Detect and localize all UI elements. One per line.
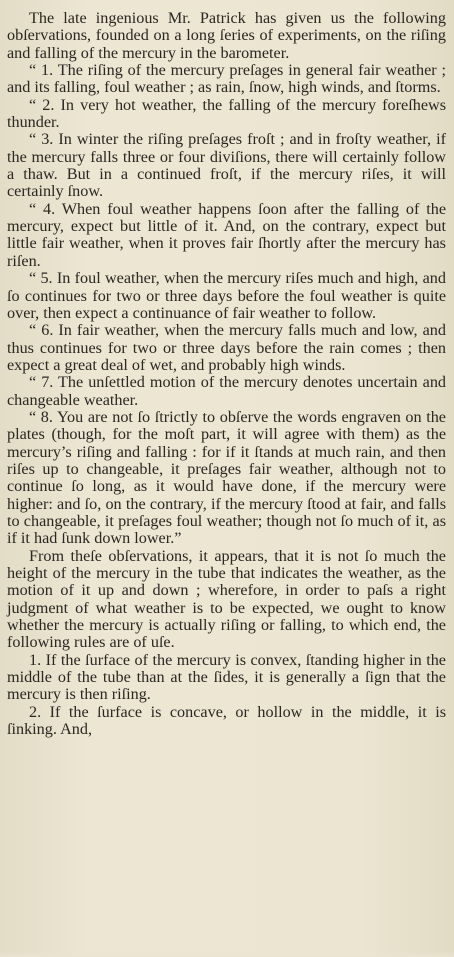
article-text [7,10,446,738]
paragraph-observation-1: “ 1. The riſing of the mercury preſages in general fair weather ; and its falling, foul weather ; as rain, ſnow, high winds, and ſtorms. [7,61,446,97]
paragraph-rule-2: 2. If the ſurface is concave, or hollow in the middle, it is ſinking. And, [7,702,446,739]
paragraph-observation-2: “ 2. In very hot weather, the falling of the mercury foreſhews thunder. [7,95,446,132]
paragraph-observation-6: “ 6. In fair weather, when the mercury falls much and low, and thus continues for two or three days before the rain comes ; then expect a great deal of wet, and probably high winds. [7,321,446,374]
paragraph-observation-5: “ 5. In foul weather, when the mercury riſes much and high, and ſo continues for two or three days before the foul weather is quite over, then expect a continuance of fair weather to follow. [7,269,446,322]
paragraph-rule-1: 1. If the ſurface of the mercury is convex, ſtanding higher in the middle of the tube than at the ſides, it is generally a ſign that the mercury is then riſing. [7,650,446,704]
paragraph-observation-8: “ 8. You are not ſo ſtrictly to obſerve the words engraven on the plates (though, for the moſt part, it will agree with them) as the mercury’s riſing and falling : for if it ſtands at much rain, and then riſes up to changeable, it preſages fair weather, although not to continue ſo long, as it would have done, if the mercury were higher: and ſo, on the contrary, if the mercury ſtood at fair, and falls to changeable, it preſages foul weather; though not ſo much of it, as if it had ſunk down lower.” [7,407,446,548]
paragraph-observation-7: “ 7. The unſettled motion of the mercury denotes uncertain and changeable weather. [7,373,446,409]
paragraph-observation-4: “ 4. When foul weather happens ſoon after the falling of the mercury, expect but little of it. And, on the contrary, expect but little fair weather, when it proves fair ſhortly after the mercury has riſen. [7,199,446,270]
paragraph-observation-3: “ 3. In winter the riſing preſages froſt ; and in froſty weather, if the mercury falls three or four diviſions, there will certainly follow a thaw. But in a continued froſt, if the mercury riſes, it will certainly ſnow. [7,130,446,201]
paragraph-intro: The late ingenious Mr. Patrick has given us the following obſervations, founded on a long ſeries of experiments, on the riſing and falling of the mercury in the barometer. [7,9,446,62]
paragraph-conclusion: From theſe obſervations, it appears, that it is not ſo much the height of the mercury in the tube that indicates the weather, as the motion of it up and down ; wherefore, in order to paſs a right judgment of what weather is to be expected, we ought to know whether the mercury is actually riſing or falling, to which end, the following rules are of uſe. [7,546,446,652]
page-bottom-edge [0,951,454,957]
